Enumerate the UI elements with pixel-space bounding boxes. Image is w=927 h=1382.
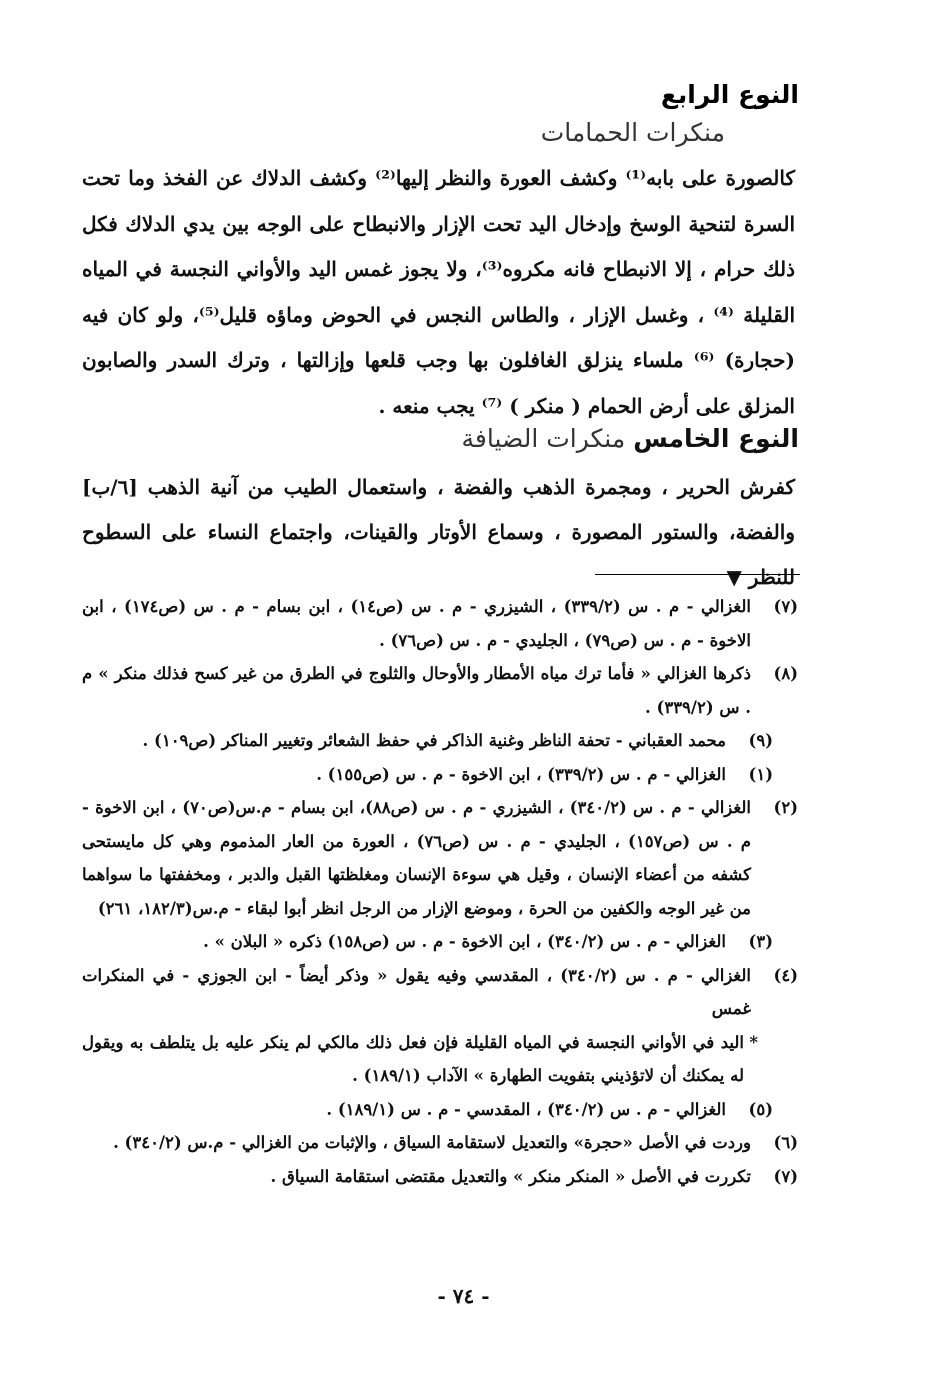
footnote-number: (٧) bbox=[773, 597, 798, 616]
footnote-item bbox=[82, 925, 798, 959]
footnotes-list bbox=[82, 590, 798, 1193]
footnote-item bbox=[82, 758, 798, 792]
footnote-number: (٣) bbox=[748, 932, 773, 951]
footnote-number: (٢) bbox=[773, 798, 798, 817]
footnote-item bbox=[82, 1026, 798, 1093]
footnote-item bbox=[82, 1093, 798, 1127]
footnote-text: الغزالي - م . س (٣٤٠/٢) ، الشيزري - م . س (ص٨٨)، ابن بسام - م.س(ص٧٠) ، ابن الاخوة - م . س (ص١٥٧) ، الجليدي - م . س (ص٧٦) ، العورة من العار المذموم وهي كل مايستحى كشفه من أعضاء الإنسان ، وقيل هي سوءة الإنسان ومغلظتها القبل والدبر ، ومخففتها ما سواهما من غير الوجه والكفين من الحرة ، وموضع الإزار من الرجل انظر أبوا لبقاء - م.س(١٨٢/٣، ٢٦١) bbox=[82, 798, 752, 918]
section-heading-5-title: النوع الخامس bbox=[633, 424, 799, 453]
footnote-text: ذكرها الغزالي « فأما ترك مياه الأمطار والأوحال والثلوج في الطرق من غير كسح فذلك منكر » م . س (٣٣٩/٢) . bbox=[82, 664, 751, 717]
footnote-number: (٧) bbox=[773, 1166, 798, 1186]
body-paragraph-2-text: كفرش الحرير ، ومجمرة الذهب والفضة ، واستعمال الطيب من آنية الذهب [٦/ب] والفضة، والستور المصورة ، وسماع الأوتار والقينات، واجتماع النساء على السطوح للنظر bbox=[82, 475, 795, 589]
footnote-number: (٩) bbox=[748, 731, 773, 750]
footnote-text: محمد العقباني - تحفة الناظر وغنية الذاكر في حفظ الشعائر وتغيير المناكر (ص١٠٩) . bbox=[142, 731, 726, 750]
footnote-item bbox=[82, 959, 798, 1026]
footnote-item bbox=[82, 1160, 798, 1194]
footnote-text: الغزالي - م . س (٣٤٠/٢) ، ابن الاخوة - م . س (ص١٥٨) ذكره « البلان » . bbox=[203, 932, 726, 951]
footnote-item bbox=[82, 724, 798, 758]
footnote-text: الغزالي - م . س (٣٤٠/٢) ، المقدسي - م . س (١٨٩/١) . bbox=[326, 1099, 726, 1119]
footnote-text: تكررت في الأصل « المنكر منكر » والتعديل مقتضى استقامة السياق . bbox=[270, 1166, 751, 1186]
triangle-marker-icon: ▼ bbox=[726, 565, 742, 589]
page-number: - ٧٤ - bbox=[437, 1284, 490, 1308]
footnote-item bbox=[82, 791, 798, 925]
section-subtitle-bathhouses: منكرات الحمامات bbox=[540, 118, 725, 147]
footnote-text: وردت في الأصل «حجرة» والتعديل لاستقامة السياق ، والإثبات من الغزالي - م.س (٣٤٠/٢) . bbox=[113, 1133, 751, 1152]
section-heading-5 bbox=[462, 424, 799, 453]
footnote-number: (٦) bbox=[773, 1133, 798, 1152]
footnote-number: (١) bbox=[748, 764, 773, 784]
footnote-item bbox=[82, 1126, 798, 1160]
section-heading-4: النوع الرابع bbox=[660, 80, 799, 109]
footnote-number: * bbox=[749, 1032, 758, 1052]
footnote-number: (٤) bbox=[773, 965, 798, 985]
footnote-text: الغزالي - م . س (٣٣٩/٢) ، ابن الاخوة - م . س (ص١٥٥) . bbox=[316, 764, 726, 784]
section-subtitle-hospitality: منكرات الضيافة bbox=[461, 424, 626, 453]
footnote-number: (٨) bbox=[773, 664, 798, 683]
footnote-divider bbox=[595, 574, 800, 575]
body-paragraph-2 bbox=[82, 465, 795, 600]
footnote-text: اليد في الأواني النجسة في المياه القليلة فإن فعل ذلك مالكي لم ينكر عليه بل يتلطف به ويقول له يمكنك أن لاتؤذيني بتفويت الطهارة » الآداب (١٨٩/١) . bbox=[82, 1032, 744, 1085]
body-paragraph-1: كالصورة على بابه⁽¹⁾ وكشف العورة والنظر إليها⁽²⁾ وكشف الدلاك عن الفخذ وما تحت السرة لتنحية الوسخ وإدخال اليد تحت الإزار والانبطاح على الوجه بين يدي الدلاك فكل ذلك حرام ، إلا الانبطاح فانه مكروه⁽³⁾، ولا يجوز غمس اليد والأواني النجسة في المياه القليلة ⁽⁴⁾ ، وغسل الإزار ، والطاس النجس في الحوض وماؤه قليل⁽⁵⁾، ولو كان فيه (حجارة) ⁽⁶⁾ ملساء ينزلق الغافلون بها وجب قلعها وإزالتها ، وترك السدر والصابون المزلق على أرض الحمام ( منكر ) ⁽⁷⁾ يجب منعه . bbox=[82, 166, 796, 418]
footnote-text: الغزالي - م . س (٣٣٩/٢) ، الشيزري - م . س (ص١٤) ، ابن بسام - م . س (ص١٧٤) ، ابن الاخوة - م . س (ص٧٩) ، الجليدي - م . س (ص٧٦) . bbox=[82, 597, 751, 650]
footnote-text: الغزالي - م . س (٣٤٠/٢) ، المقدسي وفيه يقول « وذكر أيضاً - ابن الجوزي - في المنكرات غمس bbox=[82, 965, 751, 1018]
footnote-item bbox=[82, 590, 798, 657]
footnote-item bbox=[82, 657, 798, 724]
footnote-number: (٥) bbox=[748, 1099, 773, 1119]
